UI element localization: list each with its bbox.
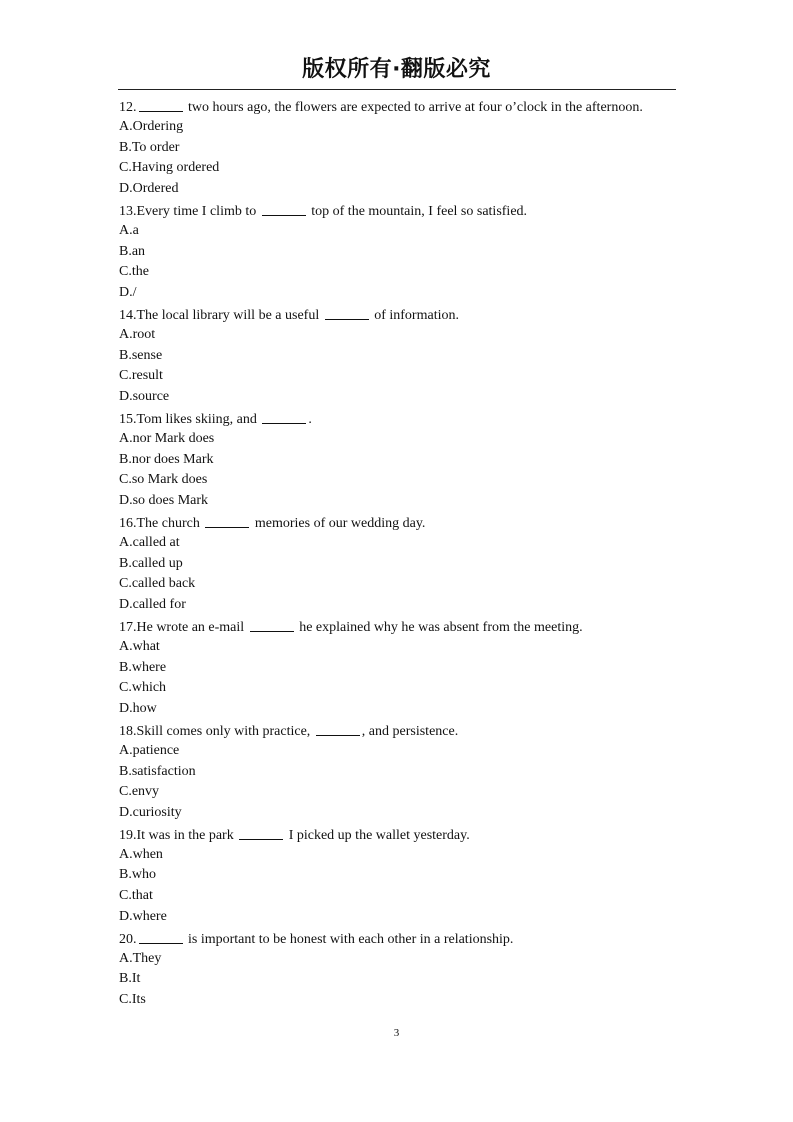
option-d: D.where: [119, 909, 167, 925]
option-d: D.source: [119, 389, 170, 405]
option-c: C.result: [119, 368, 163, 384]
question-stem: [119, 96, 679, 117]
option-a: A.what: [119, 638, 160, 654]
question-number: 19.: [119, 827, 137, 843]
question-number: 14.: [119, 307, 137, 323]
answer-blank: [250, 617, 294, 632]
option-a: A.They: [119, 950, 162, 966]
option-a: A.called at: [119, 534, 180, 550]
option-a: A.nor Mark does: [119, 430, 215, 446]
question-text-before: Skill comes only with practice,: [136, 723, 311, 739]
question-number: 18.: [119, 723, 137, 739]
option-a: A.patience: [119, 742, 180, 758]
question-number: 15.: [119, 411, 137, 427]
option-d: D.called for: [119, 597, 186, 613]
option-d: D.Ordered: [119, 181, 179, 197]
question-stem: [119, 616, 679, 637]
answer-blank: [262, 409, 306, 424]
option-c: C.called back: [119, 576, 196, 592]
question-text-before: Every time I climb to: [136, 203, 257, 219]
option-a: A.root: [119, 326, 156, 342]
option-c: C.envy: [119, 784, 160, 800]
question-stem: [119, 824, 679, 845]
answer-blank: [325, 305, 369, 320]
option-d: D.how: [119, 701, 157, 717]
option-a: A.Ordering: [119, 118, 184, 134]
question-number: 12.: [119, 100, 137, 115]
question-text-before: Tom likes skiing, and: [136, 411, 257, 427]
answer-blank: [139, 929, 183, 944]
header-divider: [118, 89, 676, 90]
option-c: C.that: [119, 888, 153, 904]
question-text-after: top of the mountain, I feel so satisfied.: [311, 203, 528, 219]
question-text-after: is important to be honest with each other in a relationship.: [188, 931, 514, 947]
option-b: B.sense: [119, 347, 163, 363]
option-c: C.which: [119, 680, 167, 696]
option-d: D.curiosity: [119, 805, 182, 821]
option-c: C.the: [119, 264, 149, 280]
question-text-after: , and persistence.: [361, 723, 459, 739]
option-c: C.so Mark does: [119, 472, 208, 488]
question-stem: [119, 200, 679, 221]
option-b: B.It: [119, 971, 141, 987]
question-text-before: It was in the park: [136, 827, 234, 843]
option-b: B.an: [119, 243, 146, 259]
answer-blank: [262, 201, 306, 216]
question-list: [119, 96, 679, 1011]
option-c: C.Having ordered: [119, 160, 220, 176]
option-d: D./: [119, 285, 137, 301]
question-text-before: He wrote an e-mail: [136, 619, 245, 635]
question-number: 13.: [119, 203, 137, 219]
option-c: C.Its: [119, 992, 146, 1008]
question-text-after: I picked up the wallet yesterday.: [288, 827, 470, 843]
option-b: B.where: [119, 659, 167, 675]
question-number: 17.: [119, 619, 137, 635]
question-stem: [119, 304, 679, 325]
question-number: 20.: [119, 931, 137, 947]
question-stem: [119, 720, 679, 741]
option-b: B.called up: [119, 555, 183, 571]
question-text-after: two hours ago, the flowers are expected to arrive at four o’clock in the afternoon.: [188, 100, 643, 115]
question-number: 16.: [119, 515, 137, 531]
question-text-after: of information.: [374, 307, 459, 323]
question-text-after: memories of our wedding day.: [254, 515, 426, 531]
option-b: B.nor does Mark: [119, 451, 214, 467]
option-b: B.satisfaction: [119, 763, 196, 779]
question-text-before: The local library will be a useful: [136, 307, 320, 323]
question-text-before: The church: [136, 515, 200, 531]
question-text-after: he explained why he was absent from the meeting.: [299, 619, 583, 635]
question-text-after: .: [308, 411, 312, 427]
option-a: A.when: [119, 846, 163, 862]
option-b: B.who: [119, 867, 156, 883]
answer-blank: [205, 513, 249, 528]
answer-blank: [316, 721, 360, 736]
page-header-title: 版权所有·翻版必究: [302, 57, 491, 82]
page-number: 3: [393, 1027, 400, 1039]
question-stem: [119, 512, 679, 533]
option-a: A.a: [119, 222, 139, 238]
option-d: D.so does Mark: [119, 493, 209, 509]
option-b: B.To order: [119, 139, 180, 155]
answer-blank: [239, 825, 283, 840]
answer-blank: [139, 97, 183, 112]
question-stem: [119, 928, 679, 949]
question-stem: [119, 408, 679, 429]
